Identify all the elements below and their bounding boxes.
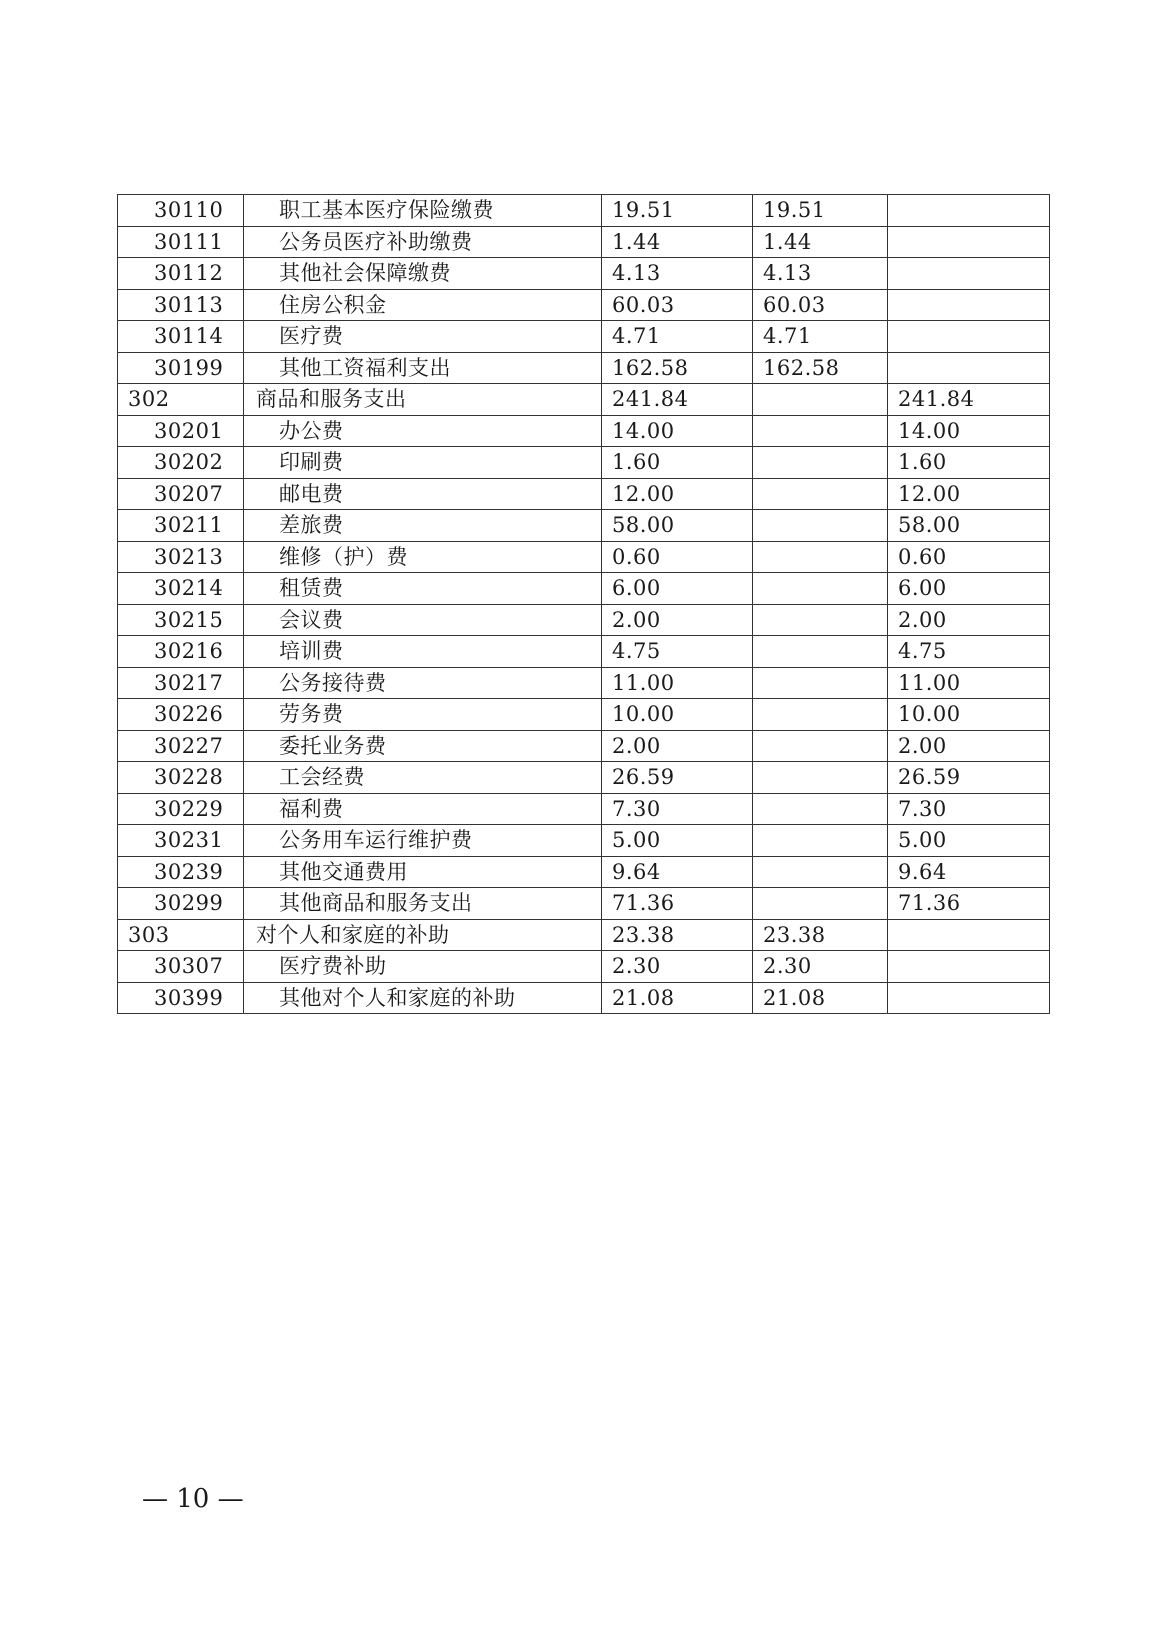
name-cell: 福利费 bbox=[244, 793, 602, 825]
basic-cell bbox=[753, 415, 888, 447]
table-row bbox=[118, 195, 1050, 227]
table-row bbox=[118, 258, 1050, 290]
name-cell: 工会经费 bbox=[244, 762, 602, 794]
total-cell: 162.58 bbox=[602, 352, 753, 384]
total-cell: 58.00 bbox=[602, 510, 753, 542]
project-cell bbox=[888, 951, 1050, 983]
name-cell: 医疗费补助 bbox=[244, 951, 602, 983]
code-cell: 30113 bbox=[118, 289, 244, 321]
basic-cell bbox=[753, 730, 888, 762]
table-row bbox=[118, 478, 1050, 510]
table-row bbox=[118, 510, 1050, 542]
table-body bbox=[118, 195, 1050, 1014]
project-cell: 4.75 bbox=[888, 636, 1050, 668]
name-cell: 职工基本医疗保险缴费 bbox=[244, 195, 602, 227]
project-cell bbox=[888, 195, 1050, 227]
total-cell: 14.00 bbox=[602, 415, 753, 447]
project-cell: 2.00 bbox=[888, 730, 1050, 762]
total-cell: 12.00 bbox=[602, 478, 753, 510]
code-cell: 30114 bbox=[118, 321, 244, 353]
basic-cell: 4.71 bbox=[753, 321, 888, 353]
page-number: — 10 — bbox=[142, 1484, 244, 1514]
total-cell: 10.00 bbox=[602, 699, 753, 731]
total-cell: 60.03 bbox=[602, 289, 753, 321]
code-cell: 30213 bbox=[118, 541, 244, 573]
total-cell: 23.38 bbox=[602, 919, 753, 951]
name-cell: 商品和服务支出 bbox=[244, 384, 602, 416]
name-cell: 公务用车运行维护费 bbox=[244, 825, 602, 857]
project-cell: 12.00 bbox=[888, 478, 1050, 510]
project-cell: 58.00 bbox=[888, 510, 1050, 542]
name-cell: 其他交通费用 bbox=[244, 856, 602, 888]
project-cell: 7.30 bbox=[888, 793, 1050, 825]
total-cell: 1.60 bbox=[602, 447, 753, 479]
basic-cell bbox=[753, 478, 888, 510]
table-row bbox=[118, 321, 1050, 353]
name-cell: 公务接待费 bbox=[244, 667, 602, 699]
project-cell: 0.60 bbox=[888, 541, 1050, 573]
basic-cell bbox=[753, 604, 888, 636]
table-row bbox=[118, 667, 1050, 699]
basic-cell: 21.08 bbox=[753, 982, 888, 1014]
name-cell: 邮电费 bbox=[244, 478, 602, 510]
basic-cell bbox=[753, 856, 888, 888]
code-cell: 30214 bbox=[118, 573, 244, 605]
table-row bbox=[118, 604, 1050, 636]
basic-cell bbox=[753, 510, 888, 542]
name-cell: 印刷费 bbox=[244, 447, 602, 479]
project-cell: 6.00 bbox=[888, 573, 1050, 605]
project-cell: 26.59 bbox=[888, 762, 1050, 794]
code-cell: 30110 bbox=[118, 195, 244, 227]
total-cell: 6.00 bbox=[602, 573, 753, 605]
table-row bbox=[118, 573, 1050, 605]
project-cell: 9.64 bbox=[888, 856, 1050, 888]
total-cell: 5.00 bbox=[602, 825, 753, 857]
code-cell: 30228 bbox=[118, 762, 244, 794]
total-cell: 19.51 bbox=[602, 195, 753, 227]
table-row bbox=[118, 856, 1050, 888]
name-cell: 维修（护）费 bbox=[244, 541, 602, 573]
total-cell: 2.30 bbox=[602, 951, 753, 983]
project-cell bbox=[888, 982, 1050, 1014]
project-cell bbox=[888, 352, 1050, 384]
basic-cell bbox=[753, 447, 888, 479]
code-cell: 302 bbox=[118, 384, 244, 416]
basic-cell: 19.51 bbox=[753, 195, 888, 227]
table-row bbox=[118, 289, 1050, 321]
basic-cell: 162.58 bbox=[753, 352, 888, 384]
total-cell: 71.36 bbox=[602, 888, 753, 920]
total-cell: 4.13 bbox=[602, 258, 753, 290]
code-cell: 30202 bbox=[118, 447, 244, 479]
name-cell: 其他商品和服务支出 bbox=[244, 888, 602, 920]
project-cell bbox=[888, 226, 1050, 258]
code-cell: 30299 bbox=[118, 888, 244, 920]
code-cell: 30231 bbox=[118, 825, 244, 857]
total-cell: 7.30 bbox=[602, 793, 753, 825]
project-cell: 11.00 bbox=[888, 667, 1050, 699]
table-row bbox=[118, 951, 1050, 983]
total-cell: 9.64 bbox=[602, 856, 753, 888]
name-cell: 住房公积金 bbox=[244, 289, 602, 321]
total-cell: 4.71 bbox=[602, 321, 753, 353]
project-cell bbox=[888, 258, 1050, 290]
table-row bbox=[118, 636, 1050, 668]
code-cell: 30217 bbox=[118, 667, 244, 699]
basic-cell bbox=[753, 667, 888, 699]
basic-cell bbox=[753, 636, 888, 668]
name-cell: 差旅费 bbox=[244, 510, 602, 542]
basic-cell bbox=[753, 762, 888, 794]
code-cell: 30216 bbox=[118, 636, 244, 668]
basic-cell: 2.30 bbox=[753, 951, 888, 983]
project-cell bbox=[888, 289, 1050, 321]
code-cell: 30111 bbox=[118, 226, 244, 258]
total-cell: 26.59 bbox=[602, 762, 753, 794]
code-cell: 303 bbox=[118, 919, 244, 951]
name-cell: 公务员医疗补助缴费 bbox=[244, 226, 602, 258]
basic-cell bbox=[753, 541, 888, 573]
category-row bbox=[118, 384, 1050, 416]
name-cell: 医疗费 bbox=[244, 321, 602, 353]
total-cell: 2.00 bbox=[602, 730, 753, 762]
basic-cell bbox=[753, 888, 888, 920]
table-row bbox=[118, 699, 1050, 731]
code-cell: 30399 bbox=[118, 982, 244, 1014]
total-cell: 11.00 bbox=[602, 667, 753, 699]
basic-cell: 4.13 bbox=[753, 258, 888, 290]
code-cell: 30207 bbox=[118, 478, 244, 510]
name-cell: 其他对个人和家庭的补助 bbox=[244, 982, 602, 1014]
table-row bbox=[118, 825, 1050, 857]
code-cell: 30215 bbox=[118, 604, 244, 636]
code-cell: 30201 bbox=[118, 415, 244, 447]
code-cell: 30199 bbox=[118, 352, 244, 384]
project-cell: 1.60 bbox=[888, 447, 1050, 479]
code-cell: 30307 bbox=[118, 951, 244, 983]
code-cell: 30226 bbox=[118, 699, 244, 731]
total-cell: 0.60 bbox=[602, 541, 753, 573]
name-cell: 培训费 bbox=[244, 636, 602, 668]
project-cell: 14.00 bbox=[888, 415, 1050, 447]
code-cell: 30211 bbox=[118, 510, 244, 542]
code-cell: 30229 bbox=[118, 793, 244, 825]
code-cell: 30239 bbox=[118, 856, 244, 888]
table-row bbox=[118, 793, 1050, 825]
name-cell: 劳务费 bbox=[244, 699, 602, 731]
table-row bbox=[118, 982, 1050, 1014]
total-cell: 241.84 bbox=[602, 384, 753, 416]
name-cell: 委托业务费 bbox=[244, 730, 602, 762]
project-cell: 71.36 bbox=[888, 888, 1050, 920]
project-cell: 5.00 bbox=[888, 825, 1050, 857]
table-row bbox=[118, 888, 1050, 920]
project-cell bbox=[888, 919, 1050, 951]
category-row bbox=[118, 919, 1050, 951]
project-cell bbox=[888, 321, 1050, 353]
table-row bbox=[118, 541, 1050, 573]
basic-cell bbox=[753, 573, 888, 605]
budget-table bbox=[117, 194, 1050, 1014]
basic-cell: 1.44 bbox=[753, 226, 888, 258]
table-row bbox=[118, 226, 1050, 258]
project-cell: 2.00 bbox=[888, 604, 1050, 636]
total-cell: 2.00 bbox=[602, 604, 753, 636]
basic-cell bbox=[753, 825, 888, 857]
project-cell: 241.84 bbox=[888, 384, 1050, 416]
table-row bbox=[118, 447, 1050, 479]
name-cell: 其他社会保障缴费 bbox=[244, 258, 602, 290]
basic-cell: 60.03 bbox=[753, 289, 888, 321]
table-row bbox=[118, 415, 1050, 447]
table-row bbox=[118, 762, 1050, 794]
project-cell: 10.00 bbox=[888, 699, 1050, 731]
basic-cell bbox=[753, 793, 888, 825]
basic-cell bbox=[753, 699, 888, 731]
name-cell: 其他工资福利支出 bbox=[244, 352, 602, 384]
name-cell: 对个人和家庭的补助 bbox=[244, 919, 602, 951]
basic-cell bbox=[753, 384, 888, 416]
name-cell: 会议费 bbox=[244, 604, 602, 636]
total-cell: 4.75 bbox=[602, 636, 753, 668]
total-cell: 1.44 bbox=[602, 226, 753, 258]
name-cell: 租赁费 bbox=[244, 573, 602, 605]
code-cell: 30112 bbox=[118, 258, 244, 290]
total-cell: 21.08 bbox=[602, 982, 753, 1014]
name-cell: 办公费 bbox=[244, 415, 602, 447]
table-row bbox=[118, 730, 1050, 762]
code-cell: 30227 bbox=[118, 730, 244, 762]
basic-cell: 23.38 bbox=[753, 919, 888, 951]
table-row bbox=[118, 352, 1050, 384]
